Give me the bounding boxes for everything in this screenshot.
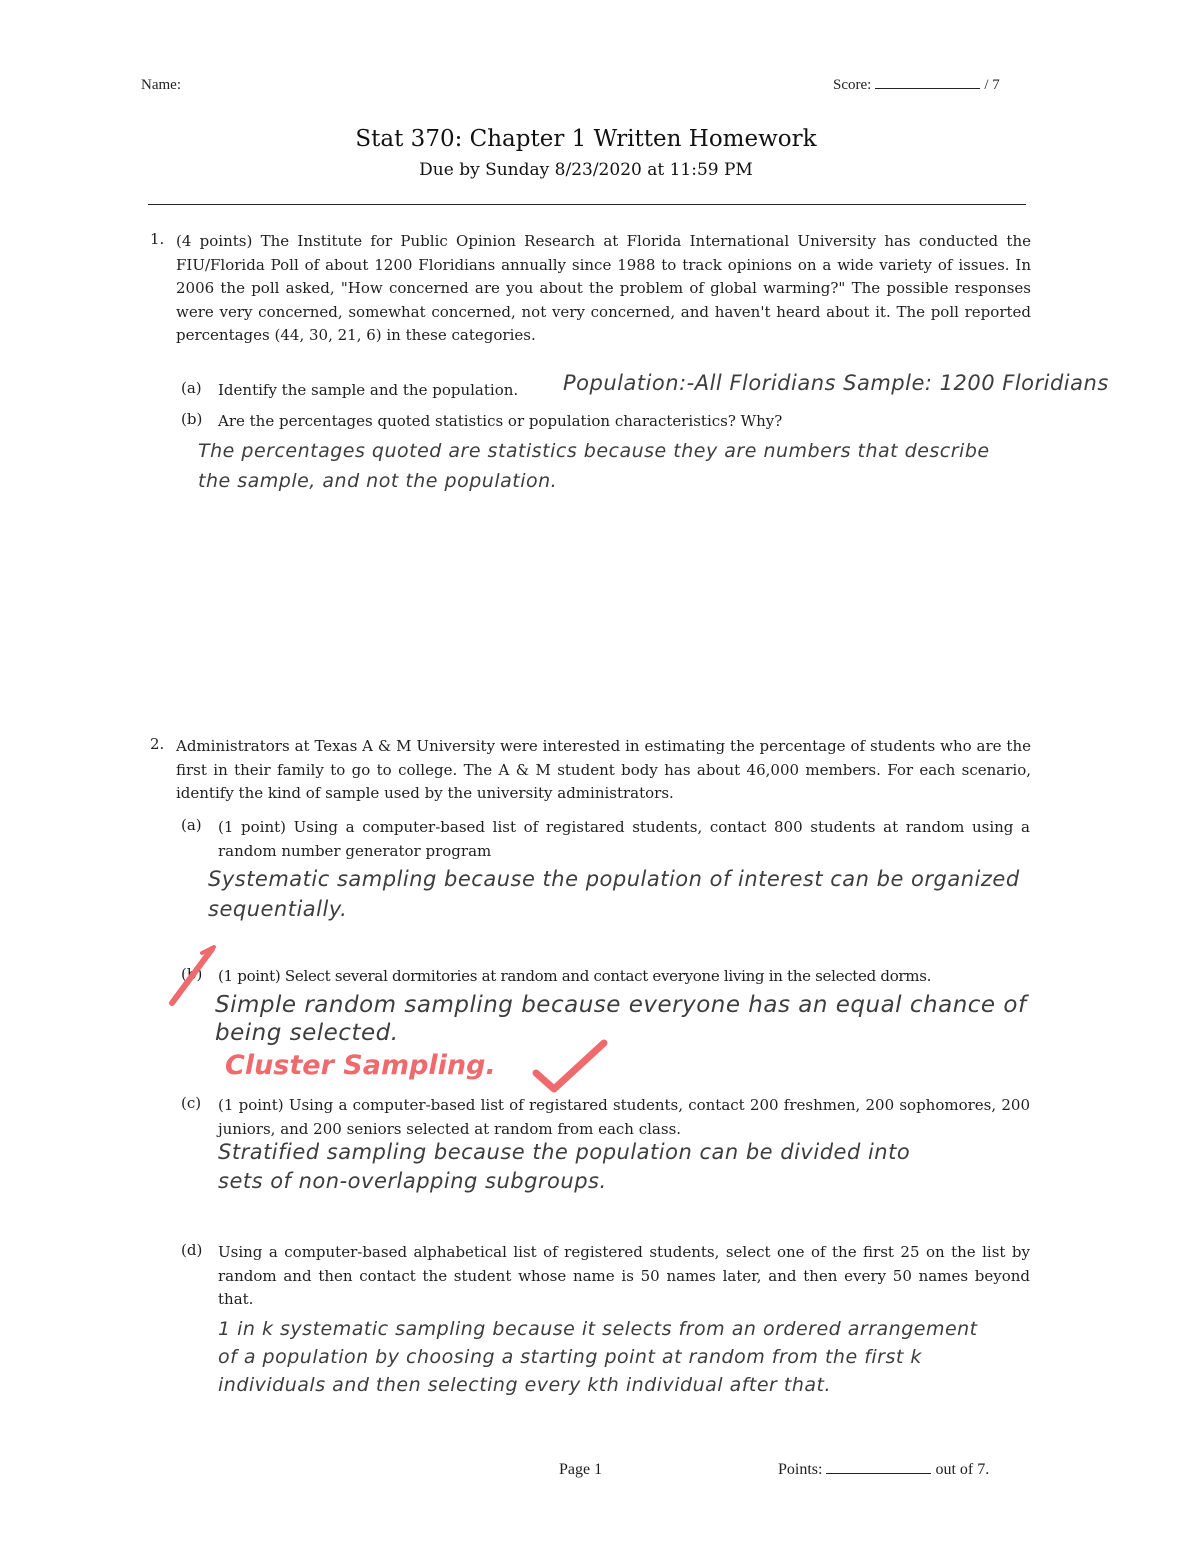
name-label: Name: (141, 77, 181, 93)
problem-2-number: 2. (150, 735, 165, 753)
problem-1-number: 1. (150, 230, 165, 248)
problem-2d-answer-line-1: 1 in k systematic sampling because it selects from an ordered arrangement (218, 1318, 978, 1340)
problem-2b-answer-line-2: being selected. (215, 1020, 399, 1046)
problem-2b-answer-line-1: Simple random sampling because everyone has an equal chance of (215, 992, 1027, 1018)
points-total: out of 7. (935, 1461, 990, 1478)
due-date: Due by Sunday 8/23/2020 at 11:59 PM (419, 160, 753, 180)
points-blank (826, 1473, 931, 1474)
problem-1b-answer-line-1: The percentages quoted are statistics because they are numbers that describe (198, 440, 990, 462)
problem-2d-answer-line-3: individuals and then selecting every kth individual after that. (218, 1374, 832, 1396)
problem-2b-label: (b) (181, 965, 203, 983)
score-field (833, 77, 1000, 94)
problem-2c-answer-line-1: Stratified sampling because the population can be divided into (218, 1140, 911, 1164)
problem-2c-label: (c) (181, 1094, 202, 1112)
problem-2d-label: (d) (181, 1241, 203, 1259)
problem-2a-answer-line-1: Systematic sampling because the population of interest can be organized (208, 867, 1020, 891)
problem-1b-answer-line-2: the sample, and not the population. (198, 470, 558, 492)
title-divider (148, 204, 1026, 205)
page-title: Stat 370: Chapter 1 Written Homework (355, 126, 817, 152)
score-blank (875, 88, 980, 89)
problem-1a-text: Identify the sample and the population. (218, 381, 519, 399)
problem-2b-correction: Cluster Sampling. (225, 1050, 496, 1081)
problem-2a-answer-line-2: sequentially. (208, 897, 348, 921)
score-total: / 7 (984, 77, 1000, 93)
problem-2d-answer-line-2: of a population by choosing a starting point at random from the first k (218, 1346, 922, 1368)
problem-2-text: Administrators at Texas A & M University were interested in estimating the percentage of students who are the first in their family to go to college. The A & M student body has about 46,000 members. For each scenario, identify the kind of sample used by the university administrators. (176, 737, 1031, 802)
problem-1a-label: (a) (181, 379, 202, 397)
problem-2d-text: Using a computer-based alphabetical list of registered students, select one of the first 25 on the list by random and then contact the student whose name is 50 names later, and then every 50 names beyond that. (218, 1243, 1030, 1308)
problem-1b-text: Are the percentages quoted statistics or population characteristics? Why? (218, 412, 783, 430)
points-field (778, 1461, 989, 1479)
points-label: Points: (778, 1461, 823, 1478)
problem-2c-text: (1 point) Using a computer-based list of registared students, contact 200 freshmen, 200 sophomores, 200 juniors, and 200 seniors selected at random from each class. (218, 1096, 1030, 1138)
problem-1-text: (4 points) The Institute for Public Opinion Research at Florida International University has conducted the FIU/Florida Poll of about 1200 Floridians annually since 1988 to track opinions on a wide variety of issues. In 2006 the poll asked, "How concerned are you about the problem of global warming?" The possible responses were very concerned, somewhat concerned, not very concerned, and haven't heard about it. The poll reported percentages (44, 30, 21, 6) in these categories. (176, 232, 1031, 344)
problem-1a-answer: Population:-All Floridians Sample: 1200 Floridians (563, 371, 1109, 395)
page-number: Page 1 (559, 1461, 603, 1478)
problem-2a-label: (a) (181, 816, 202, 834)
problem-2c-answer-line-2: sets of non-overlapping subgroups. (218, 1169, 607, 1193)
red-check-icon (530, 1035, 610, 1095)
problem-1b-label: (b) (181, 410, 203, 428)
score-label: Score: (833, 77, 872, 93)
problem-2b-text: (1 point) Select several dormitories at random and contact everyone living in the selected dorms. (218, 967, 932, 985)
problem-2a-text: (1 point) Using a computer-based list of registared students, contact 800 students at random using a random number generator program (218, 818, 1030, 860)
